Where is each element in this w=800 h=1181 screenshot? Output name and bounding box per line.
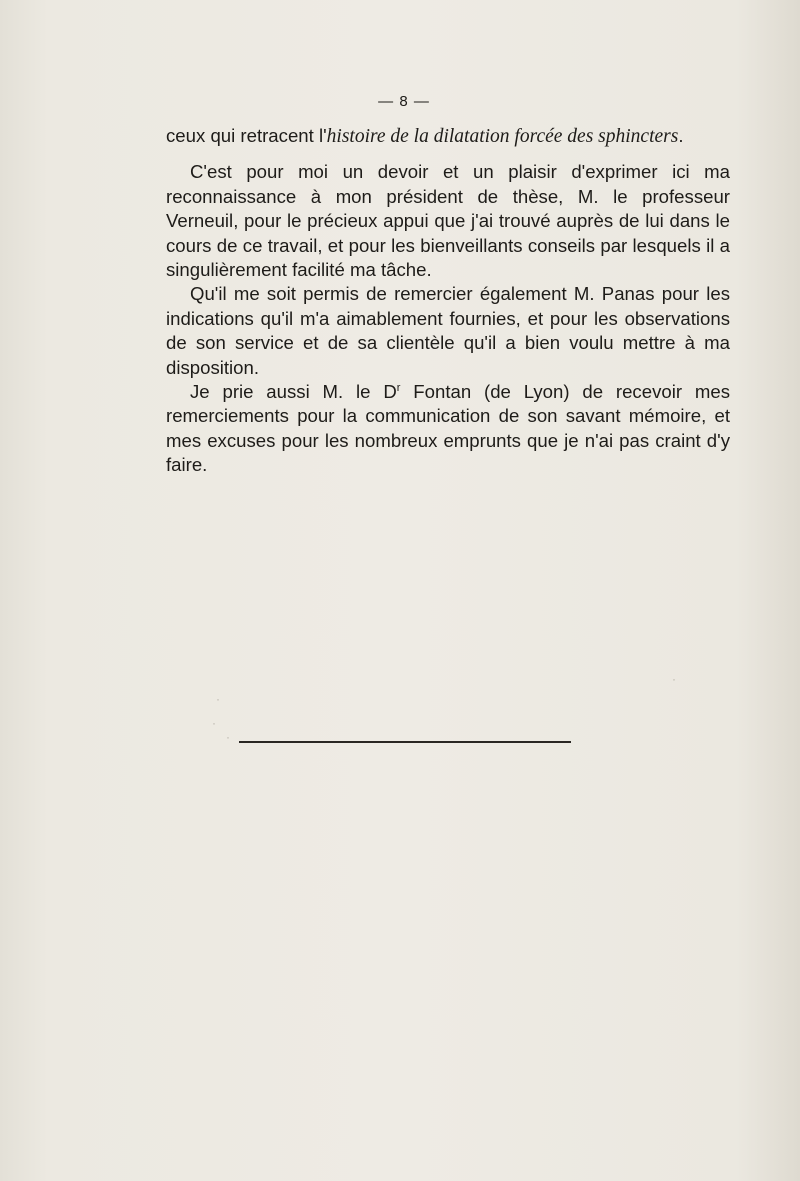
closing-rule [239, 741, 571, 743]
paragraph-3: Qu'il me soit permis de remercier également M. Panas pour les indications qu'il m'a aimablement fournies, et pour les observations de son service et de sa clientèle qu'il a bien voulu mettre à ma disposition. [166, 283, 730, 378]
paper-speck: · [212, 716, 216, 730]
paragraph-1-end: . [678, 125, 684, 146]
paragraph-1-italic-title: histoire de la dilatation forcée des sphincters [326, 126, 679, 147]
doctor-superscript: r [396, 381, 401, 394]
paragraph-4-lead: Je prie aussi M. le D [190, 381, 397, 403]
paragraph-2: C'est pour moi un devoir et un plaisir d'exprimer ici ma reconnaissance à mon président de thèse, M. le professeur Verneuil, pour le précieux appui que j'ai trouvé auprès de lui dans le cours de ce travail, et pour les bienveillants conseils par lesquels il a singulièrement facilité ma tâche. [166, 161, 730, 281]
paragraph-1 [166, 124, 730, 149]
paper-speck: · [226, 730, 230, 744]
paragraph-4 [166, 380, 730, 478]
paragraph-4-rest: Fontan (de Lyon) de recevoir mes remerciements pour la communication de son savant mémoire, et mes excuses pour les nombreux emprunts que je n'ai pas craint d'y faire. [166, 381, 730, 476]
paper-speck: · [672, 672, 676, 686]
page-number: — 8 — [378, 93, 430, 110]
paragraph-1-lead: ceux qui retracent l' [166, 125, 327, 146]
paper-speck: · [216, 692, 220, 706]
body-text [166, 124, 730, 478]
